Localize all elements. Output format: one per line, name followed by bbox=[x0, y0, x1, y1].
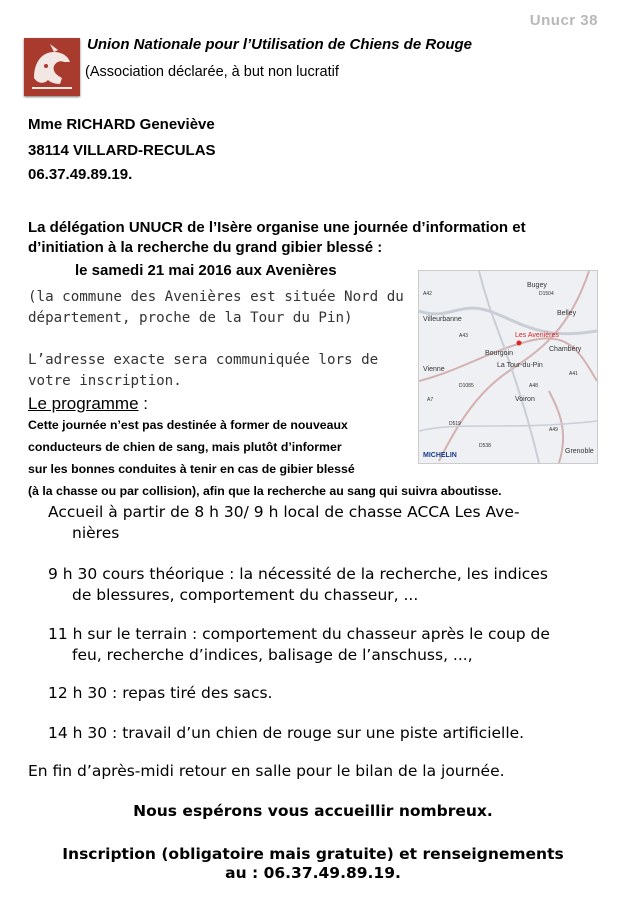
programme-item bbox=[48, 624, 608, 666]
inscription-phone: au : 06.37.49.89.19. bbox=[225, 864, 401, 882]
welcome-text: Nous espérons vous accueillir nombreux. bbox=[133, 802, 493, 820]
dog-head-logo-icon bbox=[24, 38, 80, 96]
map-road: A42 bbox=[423, 291, 432, 297]
programme-title-suffix: : bbox=[138, 394, 149, 413]
map-town: Chambéry bbox=[549, 346, 582, 353]
map-road: D519 bbox=[449, 421, 461, 427]
programme-item-line: 11 h sur le terrain : comportement du chasseur après le coup de bbox=[48, 625, 550, 643]
programme-item bbox=[48, 564, 608, 606]
address-note bbox=[28, 350, 408, 392]
map-road: A41 bbox=[569, 371, 578, 377]
programme-item-line: 9 h 30 cours théorique : la nécessité de la recherche, les indices bbox=[48, 565, 548, 583]
map-town: La Tour-du-Pin bbox=[497, 362, 543, 369]
event-date: le samedi 21 mai 2016 aux Avenières bbox=[75, 262, 337, 279]
contact-address: 38114 VILLARD-RECULAS bbox=[28, 142, 216, 159]
programme-item-line: 14 h 30 : travail d’un chien de rouge sur une piste artificielle. bbox=[48, 724, 525, 742]
map-road: D1085 bbox=[459, 383, 474, 389]
location-note-text: (la commune des Avenières est située Nord du département, proche de la Tour du Pin) bbox=[28, 289, 404, 326]
intro-paragraph: La délégation UNUCR de l’Isère organise une journée d’information et d’initiation à la recherche du grand gibier blessé : bbox=[28, 219, 526, 256]
organization-name: Union Nationale pour l’Utilisation de Chiens de Rouge bbox=[87, 36, 473, 53]
closing-text: En fin d’après-midi retour en salle pour le bilan de la journée. bbox=[28, 762, 505, 780]
programme-description-line: sur les bonnes conduites à tenir en cas de gibier blessé bbox=[28, 462, 355, 476]
organization-subtitle: (Association déclarée, à but non lucratif bbox=[85, 64, 339, 80]
map-town: Vienne bbox=[423, 366, 445, 373]
programme-item-line: Accueil à partir de 8 h 30/ 9 h local de chasse ACCA Les Ave- bbox=[48, 503, 520, 521]
programme-item bbox=[48, 723, 608, 744]
map-road: D538 bbox=[479, 443, 491, 449]
map-town: Villeurbanne bbox=[423, 316, 462, 323]
programme-item-line: de blessures, comportement du chasseur, ... bbox=[72, 586, 419, 604]
map-town-highlight: Les Avenières bbox=[515, 332, 559, 339]
programme-item-line: nières bbox=[72, 524, 120, 542]
programme-title-text: Le programme bbox=[28, 394, 139, 413]
map-town: Grenoble bbox=[565, 448, 594, 455]
inscription-line: Inscription (obligatoire mais gratuite) et renseignements bbox=[62, 845, 564, 863]
map-town: Bugey bbox=[527, 282, 547, 289]
contact-name: Mme RICHARD Geneviève bbox=[28, 116, 215, 133]
map-road: A43 bbox=[459, 333, 468, 339]
contact-phone: 06.37.49.89.19. bbox=[28, 166, 133, 183]
address-note-text: L’adresse exacte sera communiquée lors de votre inscription. bbox=[28, 352, 379, 389]
map-town: Voiron bbox=[515, 396, 535, 403]
programme-item bbox=[48, 502, 608, 544]
map-road: D1504 bbox=[539, 291, 554, 297]
programme-description bbox=[28, 414, 588, 502]
location-pin-icon bbox=[517, 341, 522, 346]
document-tag: Unucr 38 bbox=[529, 12, 598, 29]
programme-description-line: conducteurs de chien de sang, mais plutôt d’informer bbox=[28, 440, 342, 454]
map-road: A48 bbox=[529, 383, 538, 389]
programme-title bbox=[28, 394, 148, 414]
map-road: A7 bbox=[427, 397, 434, 403]
location-note bbox=[28, 287, 408, 329]
map-brand: MICHELIN bbox=[423, 452, 457, 459]
map-town: Bourgoin bbox=[485, 350, 514, 357]
programme-item bbox=[48, 683, 608, 704]
inscription-info bbox=[0, 845, 626, 883]
programme-description-line: (à la chasse ou par collision), afin que la recherche au sang qui suivra aboutisse. bbox=[28, 484, 502, 498]
programme-item-line: 12 h 30 : repas tiré des sacs. bbox=[48, 684, 273, 702]
programme-description-line: Cette journée n’est pas destinée à former de nouveaux bbox=[28, 418, 348, 432]
map-town: Belley bbox=[557, 310, 577, 317]
map-road: A49 bbox=[549, 427, 558, 433]
programme-item-line: feu, recherche d’indices, balisage de l’anschuss, ..., bbox=[72, 646, 473, 664]
